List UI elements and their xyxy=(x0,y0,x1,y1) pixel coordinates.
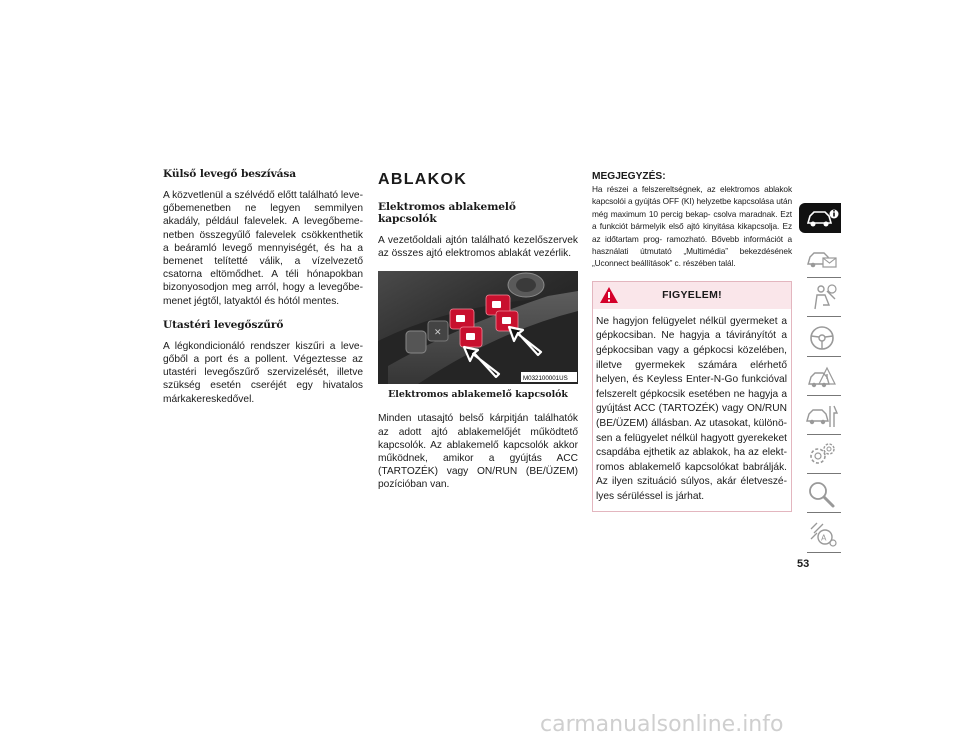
image-code: M032100001US xyxy=(523,375,568,383)
chapter-tabs xyxy=(799,203,841,556)
tab-car-info[interactable] xyxy=(799,203,841,242)
image-caption: Elektromos ablakemelő kapcsolók xyxy=(388,389,568,401)
paragraph-passenger-switches: Minden utasajtó belső kárpitján találhatók az adott ajtó ablakemelőjét működtető kapcsolók. Az ablakemelő kapcsolók akkor működnek, amikor a gyújtás ACC (TARTOZÉK) vagy ON/RUN (BE/ÜZEM) pozícióban van. xyxy=(378,413,578,491)
svg-text:A: A xyxy=(821,533,827,542)
tab-car-crash[interactable] xyxy=(799,360,841,399)
window-switch-photo xyxy=(378,271,578,384)
note-heading: MEGJEGYZÉS: xyxy=(592,171,666,182)
multimedia-icon xyxy=(805,519,839,554)
steering-wheel-icon xyxy=(805,323,839,358)
car-info-icon xyxy=(805,205,839,236)
warning-header xyxy=(593,282,791,309)
tab-car-tools[interactable] xyxy=(799,399,841,438)
warning-triangle-icon xyxy=(599,286,619,309)
heading-cabin-filter: Utastéri levegőszűrő xyxy=(163,318,284,331)
page-number: 53 xyxy=(797,558,810,570)
right-column xyxy=(592,168,792,512)
paragraph-intro: A vezetőoldali ajtón található kezelőszervek az összes ajtó elektromos ablakát vezérlik. xyxy=(378,235,578,260)
car-tools-icon xyxy=(805,401,839,436)
car-crash-icon xyxy=(805,362,839,397)
tab-magnifier[interactable] xyxy=(799,477,841,516)
window-switch-illustration xyxy=(378,271,578,384)
svg-text:✕: ✕ xyxy=(434,328,442,339)
tab-steering-wheel[interactable] xyxy=(799,321,841,360)
section-title: ABLAKOK xyxy=(378,171,468,188)
car-mail-icon xyxy=(805,244,839,279)
paragraph-outside-air: A közvetlenül a szélvédő előtt található leve- gőbemenetben ne legyen semmilyen akadály, például falevelek. A levegőbeme- netben összegyűlő falevelek csökkenthetik a beáramló levegő mennyiségét, és ha a bemenet telítetté válik, a vízelvezető csatorna eltömődhet. A téli hónapokban bizonyosodjon meg arról, hogy a levegőbe- menet jégtől, latyaktól és hótól mentes. xyxy=(163,190,363,307)
tab-seat-airbag[interactable] xyxy=(799,281,841,320)
tab-gears[interactable] xyxy=(799,438,841,477)
tab-multimedia[interactable] xyxy=(799,517,841,556)
watermark: carmanualsonline.info xyxy=(540,712,784,737)
magnifier-icon xyxy=(805,479,839,514)
seat-airbag-icon xyxy=(805,283,839,318)
warning-title: FIGYELEM! xyxy=(662,289,722,302)
heading-window-switches: Elektromos ablakemelő kapcsolók xyxy=(378,201,516,225)
warning-text: Ne hagyjon felügyelet nélkül gyermeket a gépkocsiban. Ne hagyja a távirányítót a gépkocsiban vagy a gépkocsi közelében, illetve gyermekek számára elérhető helyen, és Keyless Enter-N-Go funkcióval felszerelt gépkocsik esetében ne hagyja a gyújtást ACC (TARTOZÉK) vagy ON/RUN (BE/ÜZEM) állásban. Az utasokat, különö- sen a felügyelet nélkül hagyott gyerekeket csapdába ejthetik az ablakok, ha az elekt- romos ablakemelő kapcsolókat babrálják. Az ilyen szituáció súlyos, akár életveszé- lyes sérüléssel is járhat. xyxy=(596,315,787,502)
paragraph-cabin-filter: A légkondicionáló rendszer kiszűri a leve- gőből a port és a pollent. Végeztesse az utastéri levegőszűrő szervizelését, illetve szükség esetén cseréjét egy hivatalos márkakereskedővel. xyxy=(163,340,363,405)
left-column xyxy=(163,168,363,417)
warning-box xyxy=(592,281,792,512)
heading-outside-air: Külső levegő beszívása xyxy=(163,168,297,180)
middle-column xyxy=(378,168,578,503)
tab-car-mail[interactable] xyxy=(799,242,841,281)
gears-icon xyxy=(805,440,839,475)
note-text: Ha részei a felszereltségnek, az elektromos ablakok kapcsolói a gyújtás OFF (KI) helyzetbe kapcsolása után még maximum 10 percig bekap- csolva maradnak. Ezt a funkciót bármelyik első ajtó kinyitása kikapcsolja. Ez az időtartam prog- ramozható. Bővebb információt a használati útmutató „Multimédia” bekezdésének „Uconnect beállítások” c. részében talál. xyxy=(592,184,792,269)
